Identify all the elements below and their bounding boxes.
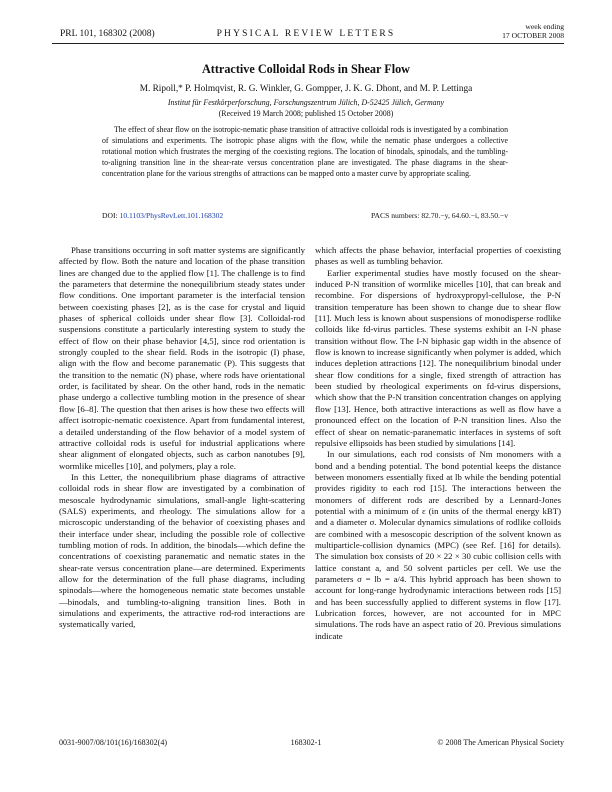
- doi-link[interactable]: 10.1103/PhysRevLett.101.168302: [119, 211, 224, 220]
- paragraph: Phase transitions occurring in soft matter systems are significantly affected by flow. Both the nature and location of the phase transition lines are changed due to the applied flow [1]. The challenge is to find the parameters that determine the nonequilibrium steady states under flow conditions. One important parameter is the interfacial tension between coexisting phases [2], as is the case for crystal and liquid phases of spherical colloids under shear flow [3]. Colloidal-rod suspensions constitute a particularly interesting system to study the effect of flow on their phase behavior [4,5], since rod orientation is strongly coupled to the shear field. Rods in the isotropic (I) phase, align with the flow and become paranematic (P). This suggests that the transition to the nematic (N) phase, where rods have orientational order, is facilitated by shear. On the other hand, rods in the nematic phase undergo a collective tumbling motion in the presence of shear flow [6–8]. The question that then arises is how these two effects will affect isotropic-nematic coexistence. Apart from fundamental interest, a detailed understanding of the flow behavior of a model system of attractive colloidal rods is useful for industrial applications where shear alignment of elongated objects, such as carbon nanotubes [9], wormlike micelles [10], and polymers, play a role.: [59, 245, 305, 471]
- header-divider: [52, 43, 564, 44]
- journal-name: PHYSICAL REVIEW LETTERS: [216, 29, 396, 39]
- paragraph: In this Letter, the nonequilibrium phase diagrams of attractive colloidal rods in shear flow are investigated by a combination of mesoscale hydrodynamic simulations, small-angle light-scattering (SALS) experiments, and rheology. The simulations allow for a microscopic understanding of the behavior of coexisting phases and their interface under shear, including the possible role of collective tumbling motion of rods. In addition, the binodals—which define the concentrations of coexisting paranematic and nematic states in the shear-rate versus concentration plane—are determined. Experiments allow for the determination of the full phase diagrams, including spinodals—where the homogeneous nematic state becomes unstable—binodals, and tumbling-to-aligning transition lines. Both in simulations and experiments, the attractive rod-rod interactions are systematically varied,: [59, 471, 305, 630]
- issue-date: [502, 22, 564, 40]
- paper-title: Attractive Colloidal Rods in Shear Flow: [202, 62, 410, 76]
- page-number: 168302-1: [290, 738, 322, 747]
- copyright: © 2008 The American Physical Society: [437, 738, 564, 747]
- doi-label: DOI:: [102, 211, 118, 220]
- week-label: week ending: [525, 22, 564, 31]
- author-list: M. Ripoll,* P. Holmqvist, R. G. Winkler, G. Gompper, J. K. G. Dhont, and M. P. Lettinga: [139, 84, 473, 94]
- paragraph: which affects the phase behavior, interfacial properties of coexisting phases as well as tumbling behavior.: [315, 245, 561, 267]
- received-dates: (Received 19 March 2008; published 15 October 2008): [218, 109, 394, 118]
- pacs-numbers: PACS numbers: 82.70.−y, 64.60.−i, 83.50.−v: [371, 211, 508, 220]
- paragraph: Earlier experimental studies have mostly focused on the shear-induced P-N transition of wormlike micelles [10], that can break and recombine. For dispersions of hydroxypropyl-cellulose, the P-N transition temperature has been shown to change due to shear flow [11]. Much less is known about suspensions of monodisperse rodlike colloids like fd-virus particles. These systems exhibit an I-N phase transition without flow. The I-N biphasic gap width in the absence of flow is known to increase significantly when polymer is added, which induces depletion attractions [12]. The nonequilibrium binodal under shear flow conditions for a single, fixed strength of attraction has been studied by rheological experiments on fd-virus dispersions, which show that the P-N transition concentration changes on applying flow [13]. Hence, both attractive interactions as well as flow have a pronounced effect on the location of P-N transition lines. Also the effect of shear on nematic-paranematic interfaces in systems of soft repulsive ellipsoids has been studied by simulations [14].: [315, 267, 561, 448]
- left-column: [59, 245, 305, 631]
- date-label: 17 OCTOBER 2008: [502, 31, 564, 40]
- doi-line: [102, 211, 223, 220]
- paragraph: In our simulations, each rod consists of Nm monomers with a bond and a bending potential. The bond potential keeps the distance between monomers essentially fixed at lb while the bending potential provides rigidity to each rod [15]. The interactions between the monomers of different rods are described by a Lennard-Jones potential with a minimum of ε (in units of the thermal energy kBT) and a diameter σ. Molecular dynamics simulations of rodlike colloids are combined with a mesoscopic description of the solvent known as multiparticle-collision dynamics (MPC) (see Ref. [16] for details). The simulation box consists of 20 × 22 × 30 cubic collision cells with lattice constant a, and 50 solvent particles per cell. We use the parameters σ = lb = a/4. This hybrid approach has been shown to account for long-range hydrodynamic interactions between rods [15] and has been successfully applied to different systems in flow [17]. Lubrication forces, however, are not accounted for in MPC simulations. The rods have an aspect ratio of 20. Previous simulations indicate: [315, 449, 561, 641]
- abstract: The effect of shear flow on the isotropic-nematic phase transition of attractive colloidal rods is investigated by a combination of simulations and experiments. The isotropic phase aligns with the flow, while the nematic phase undergoes a collective rotational motion which frustrates the merging of the coexisting regions. The location of binodals, spinodals, and the tumbling-to-aligning transition line in the shear-rate versus concentration plane are investigated. The phase diagrams in the shear-concentration plane for the various strengths of attractions can be mapped onto a master curve by appropriate scaling.: [102, 125, 508, 179]
- issn-code: 0031-9007/08/101(16)/168302(4): [59, 738, 167, 747]
- journal-reference: PRL 101, 168302 (2008): [60, 29, 155, 39]
- right-column: [315, 245, 561, 642]
- affiliation: Institut für Festkörperforschung, Forschungszentrum Jülich, D-52425 Jülich, Germany: [167, 98, 445, 107]
